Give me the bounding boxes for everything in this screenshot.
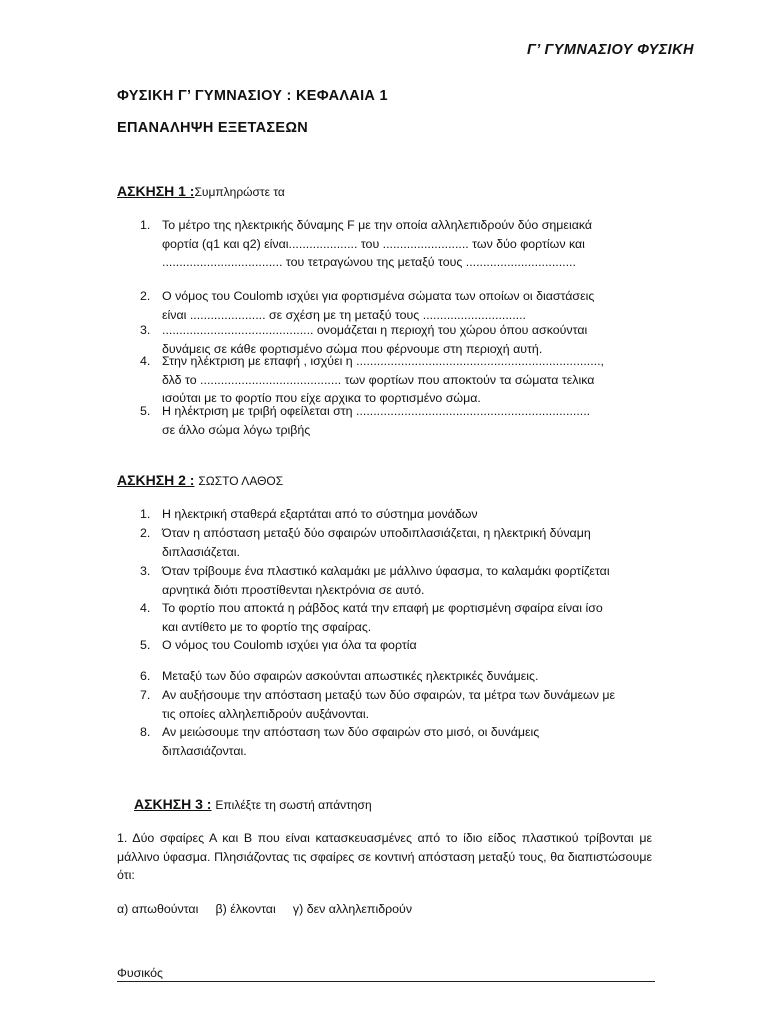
exercise-1-instruction: Συμπληρώστε τα xyxy=(194,185,285,199)
item-line: ................................... του τετραγώνου της μεταξύ τους ................................ xyxy=(162,255,576,269)
item-line: Το φορτίο που αποκτά η ράβδος κατά την επαφή με φορτισμένη σφαίρα είναι ίσο xyxy=(162,601,603,615)
exercise-2-instruction: ΣΩΣΤΟ ΛΑΘΟΣ xyxy=(198,474,284,488)
exercise-3-instruction: Επιλέξτε τη σωστή απάντηση xyxy=(215,798,372,812)
exercise-1-label: ΑΣΚΗΣΗ 1 : xyxy=(117,183,195,199)
item-line: Η ηλεκτρική σταθερά εξαρτάται από το σύστημα μονάδων xyxy=(162,507,478,521)
item-line: Μεταξύ των δύο σφαιρών ασκούνται απωστικές ηλεκτρικές δυνάμεις. xyxy=(162,669,539,683)
item-line: Το μέτρο της ηλεκτρικής δύναμης F με την οποία αλληλεπιδρούν δύο σημειακά xyxy=(162,218,593,232)
item-line: Ο νόμος του Coulomb ισχύει για όλα τα φορτία xyxy=(162,638,417,652)
item-line: τις οποίες αλληλεπιδρούν αυξάνονται. xyxy=(162,706,370,721)
item-line: ισούται με το φορτίο που είχε αρχικα το φορτισμένο σώμα. xyxy=(162,391,481,405)
exercise-3-options: α) απωθούνται β) έλκονται γ) δεν αλληλεπιδρούν xyxy=(117,902,413,916)
item-number: 5. xyxy=(140,638,151,652)
item-line: φορτία (q1 και q2) είναι.................... του ......................... των δύο φορτίων και xyxy=(162,236,585,251)
item-line: σε άλλο σώμα λόγω τριβής xyxy=(162,422,311,437)
item-line: Όταν η απόσταση μεταξύ δύο σφαιρών υποδιπλασιάζεται, η ηλεκτρική δύναμη xyxy=(162,526,591,540)
item-number: 4. xyxy=(140,601,151,615)
exercise-3-label: ΑΣΚΗΣΗ 3 : xyxy=(134,796,212,812)
item-line: δλδ το ......................................... των φορτίων που αποκτούν τα σώματα τελικα xyxy=(162,372,595,387)
item-line: δυνάμεις σε κάθε φορτισμένο σώμα που φέρνουμε στη περιοχή αυτή. xyxy=(162,341,543,356)
item-number: 2. xyxy=(140,526,151,540)
item-number: 3. xyxy=(140,564,151,578)
item-number: 6. xyxy=(140,669,151,683)
item-line: Στην ηλέκτριση με επαφή , ισχύει η ......................................................................., xyxy=(162,354,604,368)
item-line: διπλασιάζονται. xyxy=(162,743,247,758)
exercise-2-heading xyxy=(117,472,283,488)
item-number: 8. xyxy=(140,725,151,739)
item-number: 7. xyxy=(140,688,151,702)
item-line: Ο νόμος του Coulomb ισχύει για φορτισμένα σώματα των οποίων οι διαστάσεις xyxy=(162,289,595,303)
exercise-3-question: 1. Δύο σφαίρες Α και Β που είναι κατασκευασμένες από το ίδιο είδος πλαστικού τρίβονται με μάλλινο ύφασμα. Πλησιάζοντας τις σφαίρες σε κοντινή απόσταση μεταξύ τους, θα διαπιστώσουμε ότι: xyxy=(117,831,652,882)
item-number: 4. xyxy=(140,354,151,368)
page-title: ΦΥΣΙΚΗ Γ’ ΓΥΜΝΑΣΙΟΥ : ΚΕΦΑΛΑΙΑ 1 xyxy=(117,88,388,104)
item-line: είναι ...................... σε σχέση με τη μεταξύ τους .............................. xyxy=(162,307,526,322)
item-line: αρνητικά διότι προστίθενται ηλεκτρόνια σε αυτό. xyxy=(162,582,425,597)
page-subtitle: ΕΠΑΝΑΛΗΨΗ ΕΞΕΤΑΣΕΩΝ xyxy=(117,120,309,136)
item-line: και αντίθετο με το φορτίο της σφαίρας. xyxy=(162,619,372,634)
item-line: διπλασιάζεται. xyxy=(162,544,240,559)
footer-divider xyxy=(117,981,655,982)
footer-signature: Φυσικός xyxy=(117,966,163,980)
item-number: 1. xyxy=(140,218,151,232)
exercise-3-heading xyxy=(134,796,372,812)
item-number: 5. xyxy=(140,404,151,418)
item-number: 2. xyxy=(140,289,151,303)
document-header: Γ’ ΓΥΜΝΑΣΙΟΥ ΦΥΣΙΚΗ xyxy=(527,42,694,58)
item-number: 3. xyxy=(140,323,151,337)
item-line: Όταν τρίβουμε ένα πλαστικό καλαμάκι με μάλλινο ύφασμα, το καλαμάκι φορτίζεται xyxy=(162,564,610,578)
item-number: 1. xyxy=(140,507,151,521)
exercise-2-label: ΑΣΚΗΣΗ 2 : xyxy=(117,472,195,488)
exercise-1-heading xyxy=(117,183,285,199)
item-line: Η ηλέκτριση με τριβή οφείλεται στη .................................................................... xyxy=(162,404,591,418)
item-line: ............................................ ονομάζεται η περιοχή του χώρου όπου ασκούνται xyxy=(162,323,588,337)
item-line: Αν μειώσουμε την απόσταση των δύο σφαιρών στο μισό, οι δυνάμεις xyxy=(162,725,540,739)
item-line: Αν αυξήσουμε την απόσταση μεταξύ των δύο σφαιρών, τα μέτρα των δυνάμεων με xyxy=(162,688,616,702)
